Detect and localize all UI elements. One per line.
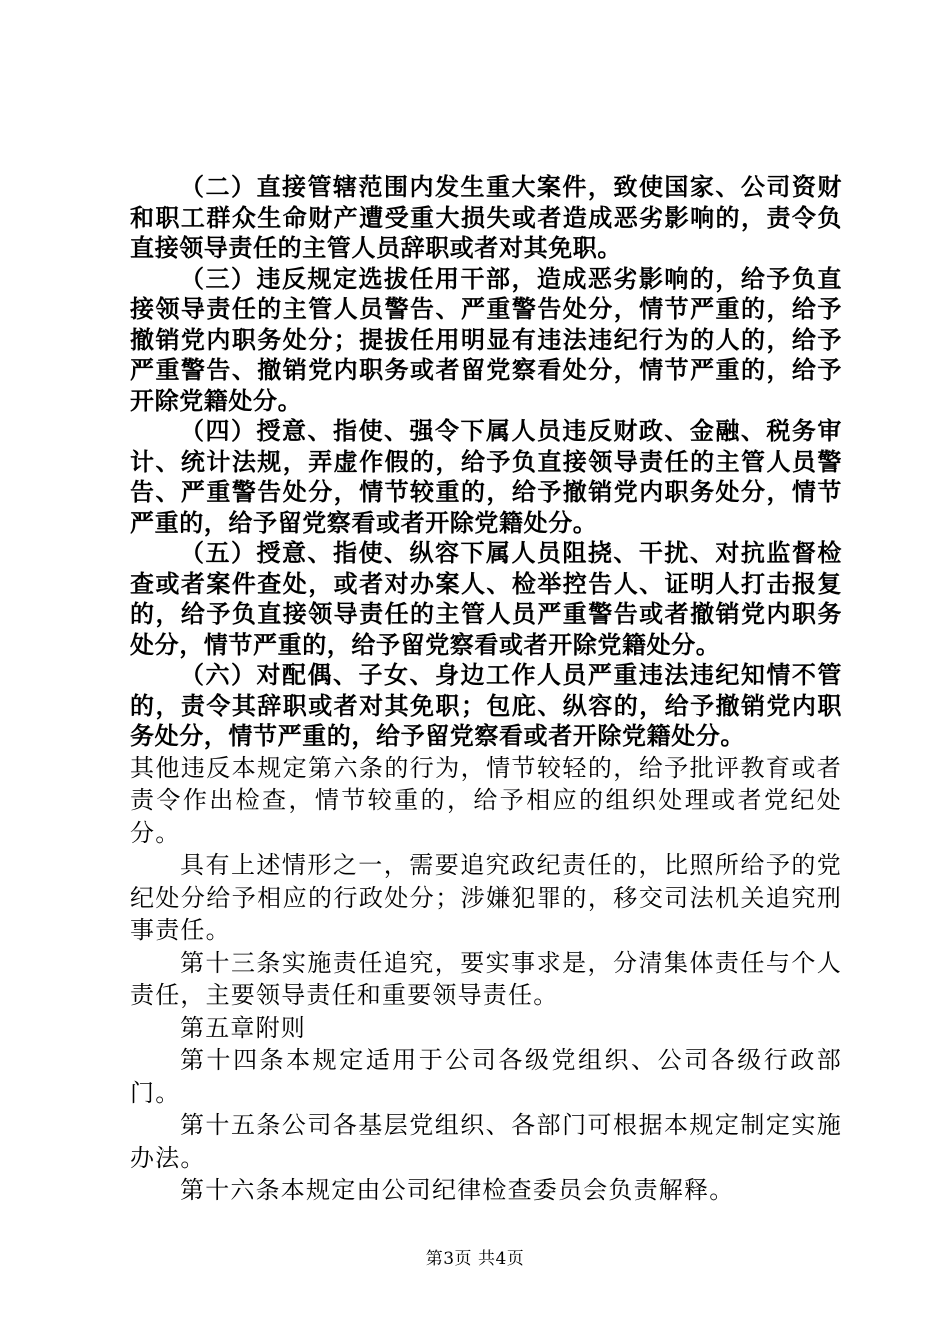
paragraph-other-violations: 其他违反本规定第六条的行为，情节较轻的，给予批评教育或者责令作出检查，情节较重的，给予相应的组织处理或者党纪处分。	[130, 753, 842, 847]
document-body	[130, 172, 842, 1207]
paragraph-item-5: （五）授意、指使、纵容下属人员阻挠、干扰、对抗监督检查或者案件查处，或者对办案人、检举控告人、证明人打击报复的，给予负直接领导责任的主管人员严重警告或者撤销党内职务处分，情节严重的，给予留党察看或者开除党籍处分。	[130, 539, 842, 659]
chapter-heading: 第五章附则	[180, 1013, 306, 1042]
article-13: 第十三条实施责任追究，要实事求是，分清集体责任与个人责任，主要领导责任和重要领导责任。	[130, 948, 842, 1009]
paragraph-item-6: （六）对配偶、子女、身边工作人员严重违法违纪知情不管的，责令其辞职或者对其免职；包庇、纵容的，给予撤销党内职务处分，情节严重的，给予留党察看或者开除党籍处分。	[130, 661, 842, 750]
page-number-footer: 第3页 共4页	[425, 1249, 525, 1269]
article-16: 第十六条本规定由公司纪律检查委员会负责解释。	[180, 1176, 735, 1204]
paragraph-administrative-sanctions: 具有上述情形之一，需要追究政纪责任的，比照所给予的党纪处分给予相应的行政处分；涉嫌犯罪的，移交司法机关追究刑事责任。	[130, 851, 842, 944]
article-15: 第十五条公司各基层党组织、各部门可根据本规定制定实施办法。	[130, 1111, 842, 1172]
paragraph-item-4: （四）授意、指使、强令下属人员违反财政、金融、税务审计、统计法规，弄虚作假的，给予负直接领导责任的主管人员警告、严重警告处分，情节较重的，给予撤销党内职务处分，情节严重的，给予留党察看或者开除党籍处分。	[130, 417, 842, 537]
paragraph-item-2: （二）直接管辖范围内发生重大案件，致使国家、公司资财和职工群众生命财产遭受重大损失或者造成恶劣影响的，责令负直接领导责任的主管人员辞职或者对其免职。	[130, 173, 842, 262]
article-14: 第十四条本规定适用于公司各级党组织、公司各级行政部门。	[130, 1046, 842, 1107]
paragraph-item-3: （三）违反规定选拔任用干部，造成恶劣影响的，给予负直接领导责任的主管人员警告、严重警告处分，情节严重的，给予撤销党内职务处分；提拔任用明显有违法违纪行为的人的，给予严重警告、撤销党内职务或者留党察看处分，情节严重的，给予开除党籍处分。	[130, 264, 842, 415]
